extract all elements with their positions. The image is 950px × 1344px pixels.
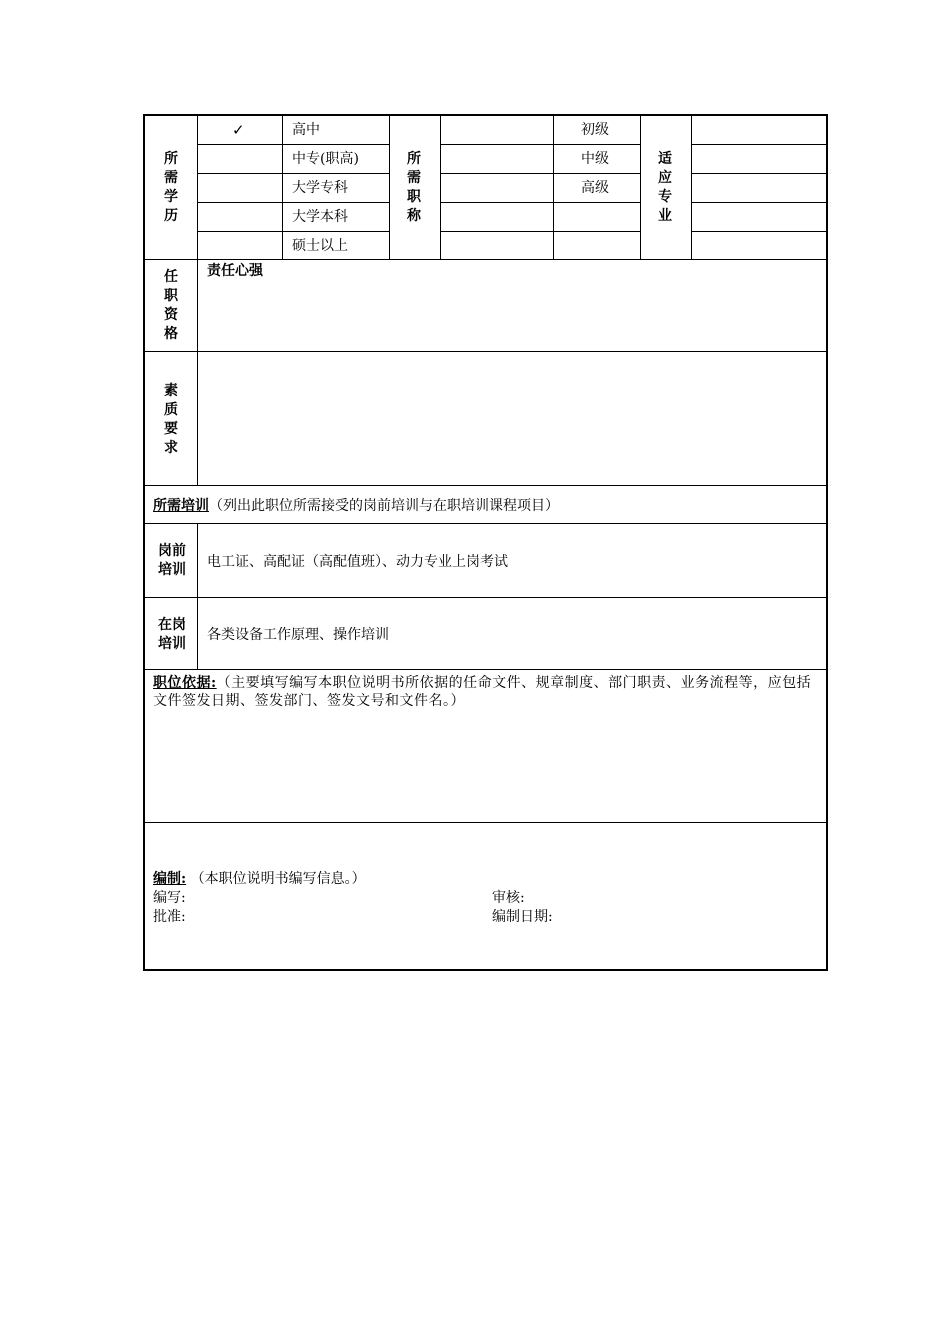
compile-heading-row: [153, 870, 366, 888]
divider: [145, 259, 828, 260]
approver-field: 批准:: [153, 909, 186, 925]
divider: [691, 202, 828, 203]
training-heading-row: [153, 497, 559, 515]
on-job-training-value: 各类设备工作原理、操作培训: [207, 627, 389, 643]
divider: [197, 351, 198, 485]
divider: [553, 116, 554, 259]
basis-note: （主要填写编写本职位说明书所依据的任命文件、规章制度、部门职责、业务流程等，应包括文件签发日期、签发部门、签发文号和文件名。）: [153, 675, 812, 709]
reviewer-field: 审核:: [492, 890, 525, 906]
divider: [691, 116, 692, 259]
title-option: 中级: [581, 151, 609, 167]
basis-block: [153, 674, 821, 710]
divider: [282, 116, 283, 259]
divider: [145, 669, 828, 670]
training-heading: 所需培训: [153, 498, 209, 514]
date-field: 编制日期:: [492, 909, 553, 925]
job-description-form: [143, 114, 828, 971]
education-label: 所需学历: [164, 151, 178, 224]
divider: [197, 116, 198, 259]
education-option: 大学本科: [292, 209, 348, 225]
divider: [145, 597, 828, 598]
divider: [145, 822, 828, 823]
compile-heading: 编制:: [153, 871, 187, 887]
pre-job-training-label: 岗前培训: [158, 543, 186, 578]
major-label: 适应专业: [658, 151, 672, 224]
education-option: 大学专科: [292, 180, 348, 196]
education-option: 硕士以上: [292, 238, 348, 254]
divider: [691, 144, 828, 145]
title-requirement-label: 所需职称: [407, 151, 421, 224]
quality-label: 素质要求: [164, 383, 178, 456]
divider: [440, 231, 640, 232]
divider: [197, 259, 198, 351]
training-note: （列出此职位所需接受的岗前培训与在职培训课程项目）: [209, 498, 559, 514]
divider: [389, 116, 390, 259]
divider: [691, 231, 828, 232]
title-option: 初级: [581, 122, 609, 138]
divider: [145, 351, 828, 352]
divider: [440, 173, 640, 174]
writer-field: 编写:: [153, 890, 186, 906]
title-option: 高级: [581, 180, 609, 196]
pre-job-training-value: 电工证、高配证（高配值班）、动力专业上岗考试: [207, 554, 508, 570]
divider: [440, 202, 640, 203]
check-icon: ✓: [232, 121, 245, 139]
on-job-training-label: 在岗培训: [158, 617, 186, 652]
basis-heading: 职位依据:: [153, 675, 217, 691]
education-option: 中专(职高): [292, 151, 359, 167]
divider: [145, 523, 828, 524]
divider: [197, 523, 198, 669]
divider: [440, 144, 640, 145]
divider: [197, 202, 389, 203]
qualification-label: 任职资格: [164, 269, 178, 342]
divider: [640, 116, 641, 259]
education-option: 高中: [292, 122, 320, 138]
divider: [197, 231, 389, 232]
qualification-value: 责任心强: [207, 263, 263, 279]
divider: [197, 173, 389, 174]
divider: [197, 144, 389, 145]
compile-note: （本职位说明书编写信息。）: [190, 871, 366, 887]
divider: [440, 116, 441, 259]
divider: [145, 485, 828, 486]
divider: [691, 173, 828, 174]
